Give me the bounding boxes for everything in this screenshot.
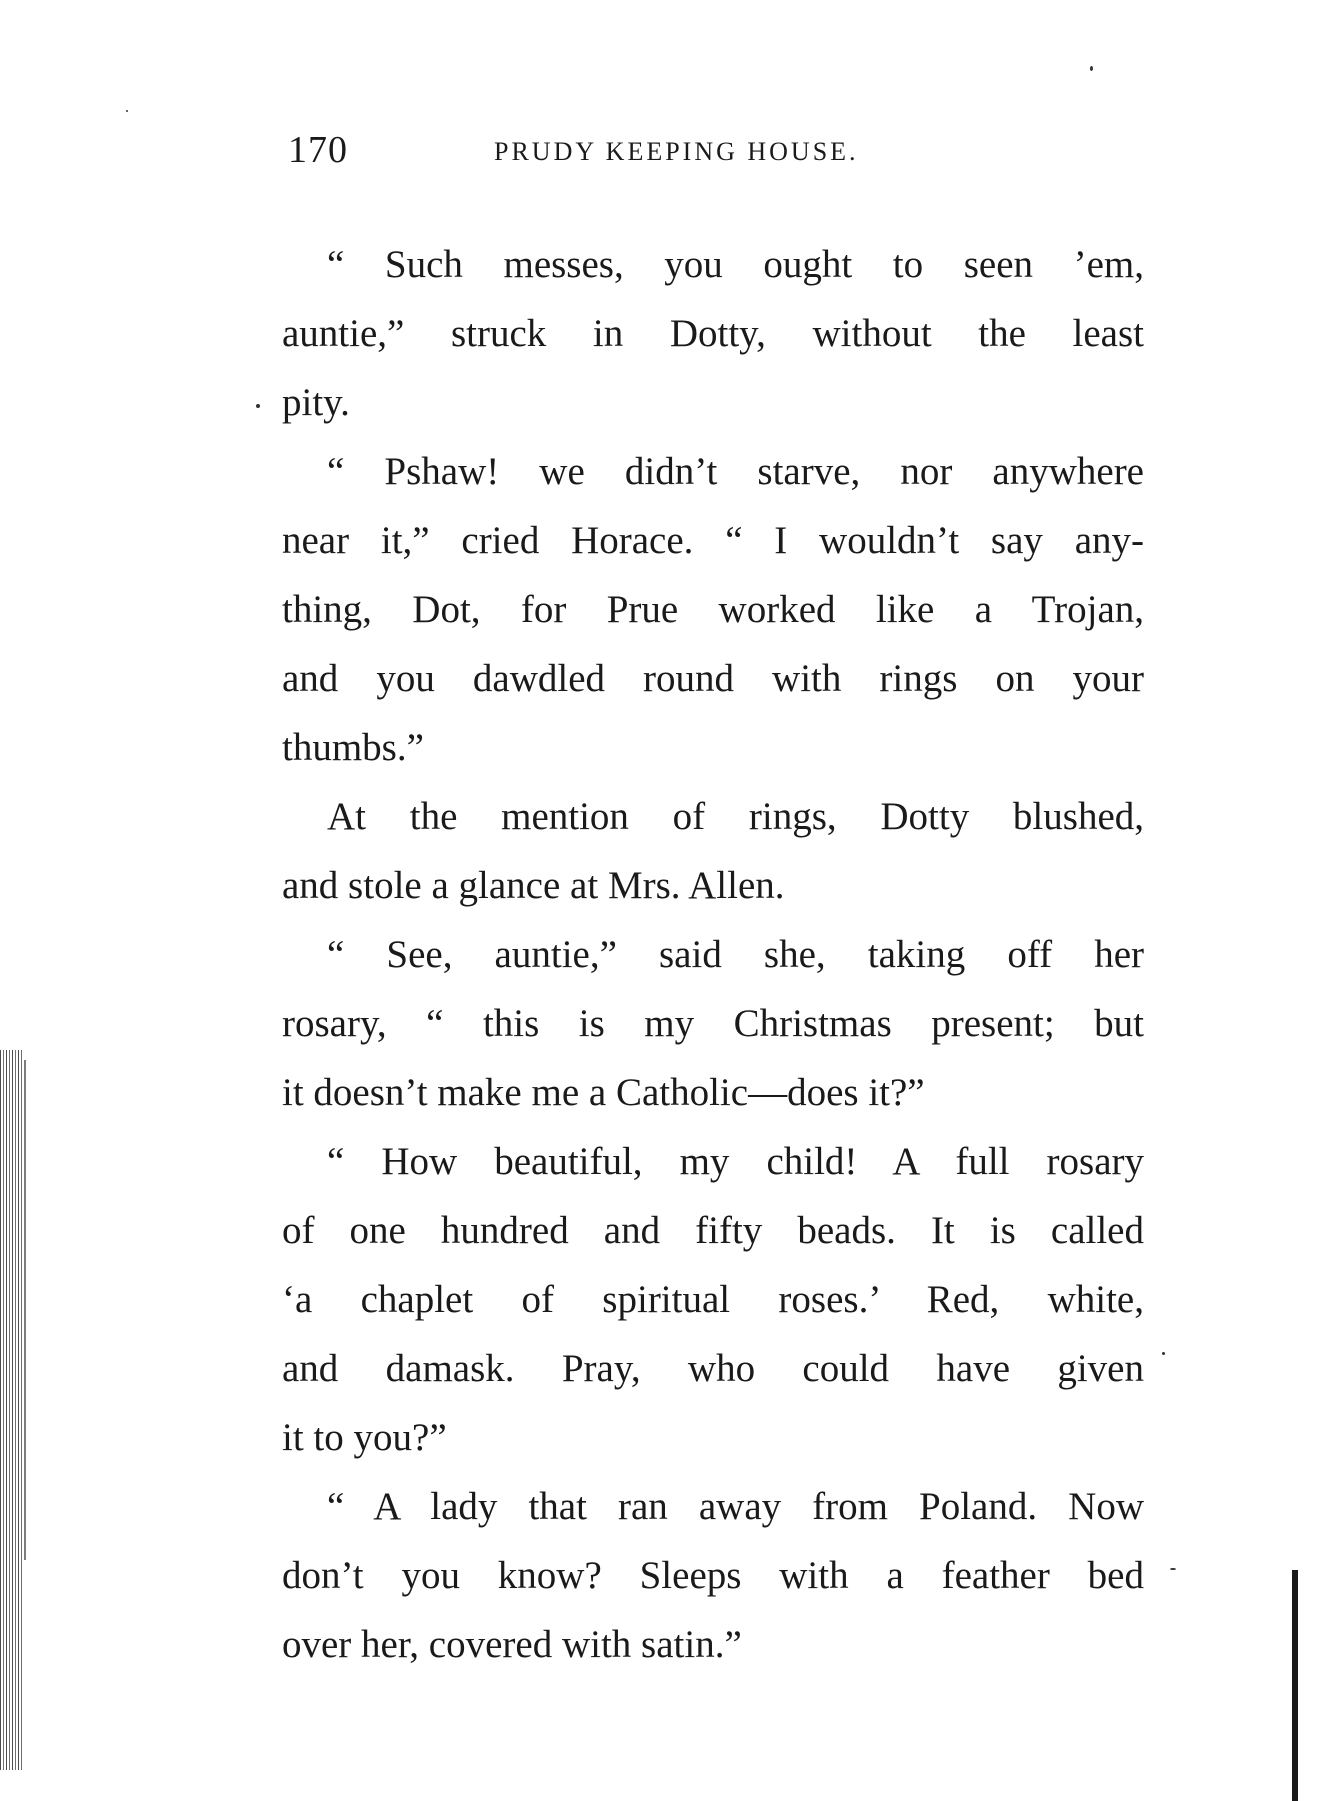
scan-edge-left xyxy=(0,1050,22,1770)
scan-edge-right xyxy=(1292,1570,1298,1801)
paragraph xyxy=(282,437,1144,782)
text-line: don’t you know? Sleeps with a feather bed xyxy=(282,1554,1144,1597)
text-line: “ How beautiful, my child! A full rosary xyxy=(327,1140,1144,1183)
scan-speck xyxy=(1090,66,1093,71)
page-number: 170 xyxy=(288,129,348,171)
text-line: “ A lady that ran away from Poland. Now xyxy=(327,1485,1144,1528)
text-line: ‘a chaplet of spiritual roses.’ Red, white, xyxy=(282,1278,1144,1321)
text-line: “ Such messes, you ought to seen ’em, xyxy=(327,243,1144,286)
paragraph xyxy=(282,230,1144,437)
text-line: over her, covered with satin.” xyxy=(282,1623,742,1666)
scan-speck xyxy=(1162,1352,1165,1355)
text-line: thumbs.” xyxy=(282,726,424,769)
text-line: rosary, “ this is my Christmas present; but xyxy=(282,1002,1144,1045)
body-text xyxy=(282,230,1144,1679)
paragraph xyxy=(282,782,1144,920)
text-line: it doesn’t make me a Catholic—does it?” xyxy=(282,1071,925,1114)
text-line: and damask. Pray, who could have given xyxy=(282,1347,1144,1390)
running-title: PRUDY KEEPING HOUSE. xyxy=(494,137,859,166)
text-line: it to you?” xyxy=(282,1416,447,1459)
text-line: “ Pshaw! we didn’t starve, nor anywhere xyxy=(327,450,1144,493)
text-line: “ See, auntie,” said she, taking off her xyxy=(327,933,1144,976)
text-line: near it,” cried Horace. “ I wouldn’t say any- xyxy=(282,519,1144,562)
text-line: At the mention of rings, Dotty blushed, xyxy=(327,795,1144,838)
text-line: auntie,” struck in Dotty, without the least xyxy=(282,312,1144,355)
running-head xyxy=(288,128,1148,172)
scan-speck xyxy=(256,404,260,408)
scan-speck xyxy=(1170,1568,1176,1570)
paragraph xyxy=(282,920,1144,1127)
scan-edge-left-line xyxy=(24,1060,26,1560)
scan-speck xyxy=(126,110,128,112)
text-line: and stole a glance at Mrs. Allen. xyxy=(282,864,785,907)
paragraph xyxy=(282,1472,1144,1679)
text-line: of one hundred and fifty beads. It is called xyxy=(282,1209,1144,1252)
text-line: pity. xyxy=(282,381,350,424)
text-line: and you dawdled round with rings on your xyxy=(282,657,1144,700)
paragraph xyxy=(282,1127,1144,1472)
text-line: thing, Dot, for Prue worked like a Trojan, xyxy=(282,588,1144,631)
